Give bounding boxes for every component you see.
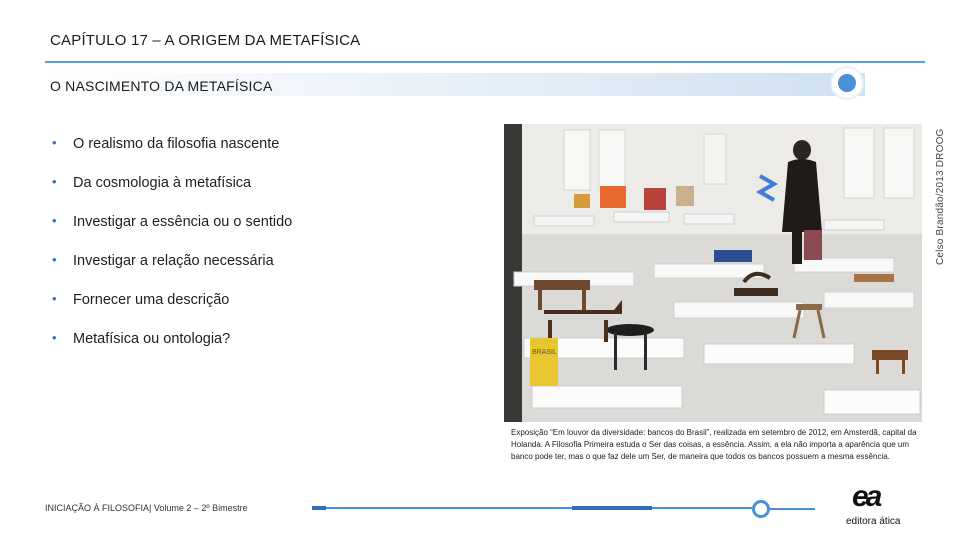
footer-accent [312,506,326,510]
footer-divider-tail [770,508,815,510]
editora-logo [846,480,910,532]
section-circle-icon [832,68,862,98]
footer-circle-icon [752,500,770,518]
section-title: O NASCIMENTO DA METAFÍSICA [50,78,273,94]
bullet-icon: • [52,330,57,345]
bullet-icon: • [52,252,57,267]
photo-credit: Celso Brandão/2013 DROOG [935,128,946,265]
photo-caption: Exposição “Em louvor da diversidade: bancos do Brasil”, realizada em setembro de 2012, em Amsterdã, capital da Holanda. A Filosofia Primeira estuda o Ser das coisas, a essência. Assim, a ela não importa a aparência que um banco pode ter, mas o que faz dele um Ser, de maneira que todos os bancos possuem a mesma essência. [511,428,917,461]
logo-mark: ea [852,480,880,513]
bullet-item: • Metafísica ou ontologia? [52,330,231,347]
header-divider [45,61,925,63]
bullet-icon: • [52,174,57,189]
footer-divider [312,507,752,509]
bullet-icon: • [52,135,57,150]
bullet-item: • Investigar a essência ou o sentido [52,213,293,230]
bench-label: BRASIL [532,349,557,356]
bullet-list [52,134,292,368]
bullet-item: • O realismo da filosofia nascente [52,135,280,152]
footer-accent [572,506,652,510]
exhibition-photo [504,124,922,422]
bullet-item: • Da cosmologia à metafísica [52,174,252,191]
bullet-icon: • [52,291,57,306]
bullet-item: • Fornecer uma descrição [52,291,230,308]
bullet-icon: • [52,213,57,228]
logo-name: editora ática [846,516,901,527]
chapter-title: CAPÍTULO 17 – A ORIGEM DA METAFÍSICA [50,32,361,49]
footer-text: INICIAÇÃO À FILOSOFIA| Volume 2 – 2º Bimestre [45,503,248,513]
bullet-item: • Investigar a relação necessária [52,252,274,269]
